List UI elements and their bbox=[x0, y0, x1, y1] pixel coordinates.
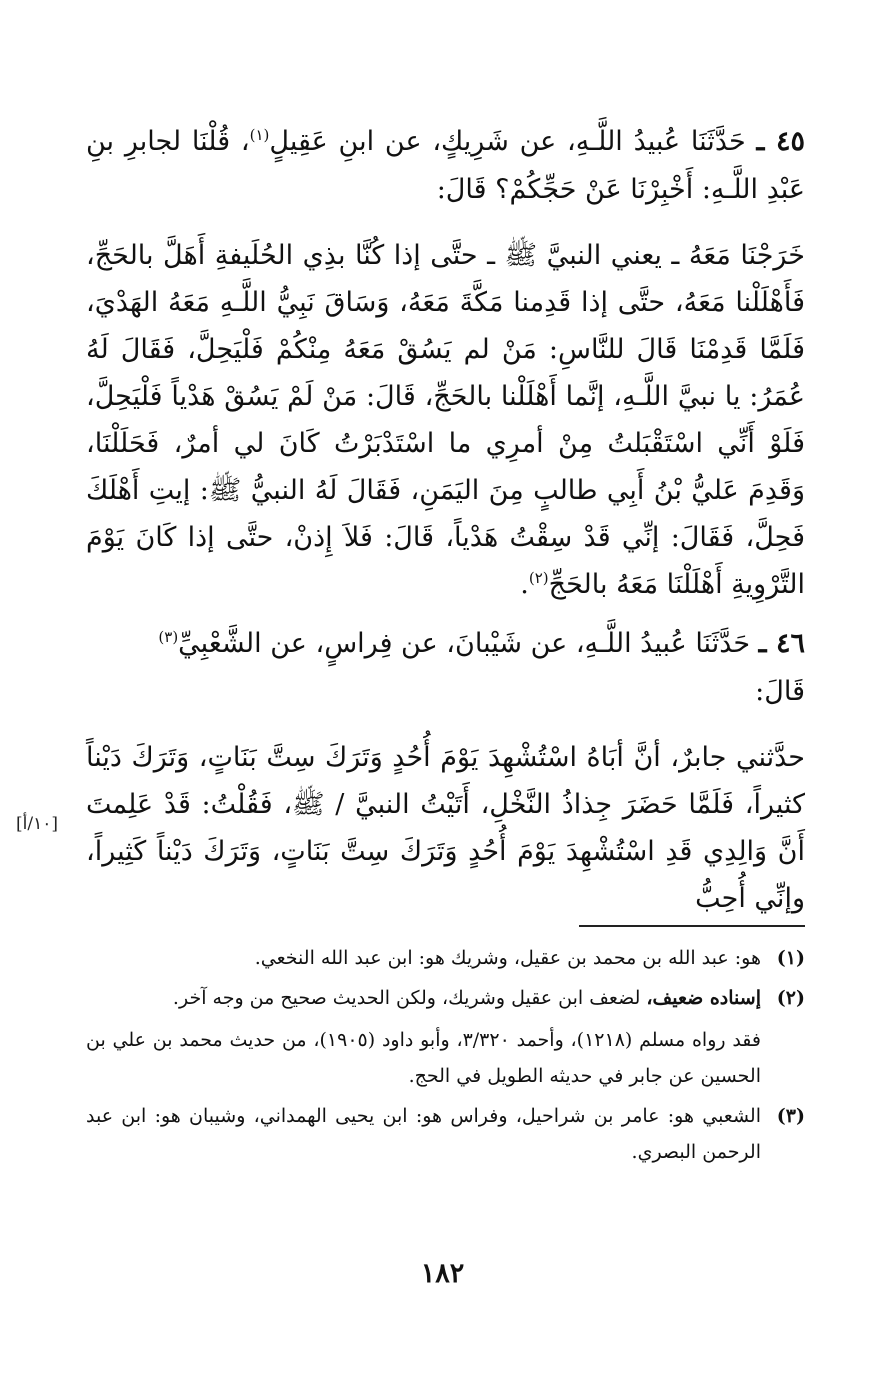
footnote-3 bbox=[86, 1098, 805, 1170]
footnote-1-text: هو: عبد الله بن محمد بن عقيل، وشريك هو: ابن عبد الله النخعي. bbox=[254, 947, 761, 969]
manuscript-folio-marker: [١٠/أ] bbox=[16, 814, 58, 834]
hadith-45-isnad bbox=[86, 118, 805, 214]
footnote-ref-2[interactable]: (٢) bbox=[528, 569, 549, 587]
footnote-2-continuation: فقد رواه مسلم (١٢١٨)، وأحمد ٣/٣٢٠، وأبو داود (١٩٠٥)، من حديث محمد بن علي بن الحسين عن جابر في حديثه الطويل في الحج. bbox=[86, 1029, 761, 1087]
footnote-separator bbox=[579, 925, 805, 927]
page-number: ١٨٢ bbox=[420, 1258, 465, 1289]
hadith-46-number: ٤٦ ـ bbox=[758, 628, 805, 659]
footnote-1 bbox=[86, 940, 805, 976]
hadith-46-isnad-text: حَدَّثَنَا عُبيدُ اللَّـهِ، عن شَيْبانَ، عن فِراسٍ، عن الشَّعْبِيِّ bbox=[178, 628, 751, 659]
hadith-45-matn bbox=[86, 232, 805, 608]
footnote-2 bbox=[86, 980, 805, 1016]
footnotes bbox=[86, 940, 805, 1174]
hadith-46-matn bbox=[86, 734, 805, 922]
hadith-45-number: ٤٥ ـ bbox=[756, 126, 805, 157]
main-text bbox=[86, 118, 805, 934]
hadith-46-matn-text: حدَّثني جابرٌ، أنَّ أبَاهُ اسْتُشْهِدَ يَوْمَ أُحُدٍ وَتَرَكَ سِتَّ بَنَاتٍ، وَتَرَكَ دَيْناً كثيراً، فَلَمَّا حَضَرَ جِذاذُ النَّخْلِ، أَتَيْتُ النبيَّ / ﷺ، فَقُلْتُ: قَدْ عَلِمتَ أَنَّ وَالِدِي قَدِ اسْتُشْهِدَ يَوْمَ أُحُدٍ وَتَرَكَ سِتَّ بَنَاتٍ، وَتَرَكَ دَيْناً كَثِيراً، وإنِّي أُحِبُّ bbox=[86, 742, 805, 914]
footnote-ref-3[interactable]: (٣) bbox=[158, 628, 179, 646]
hadith-46-isnad-end: قَالَ: bbox=[755, 676, 805, 707]
hadith-45-isnad-b: ، قُلْنَا لجابرِ بنِ عَبْدِ اللَّـهِ: أَخْبِرْنَا عَنْ حَجِّكُمْ؟ قَالَ: bbox=[86, 126, 805, 205]
footnote-1-number: (١) bbox=[776, 947, 805, 969]
hadith-45-isnad-a: حَدَّثَنَا عُبيدُ اللَّـهِ، عن شَرِيكٍ، عن ابنِ عَقِيلٍ bbox=[269, 126, 746, 157]
footnote-2-text: لضعف ابن عقيل وشريك، ولكن الحديث صحيح من وجه آخر. bbox=[172, 987, 647, 1009]
hadith-45-matn-text: خَرَجْنَا مَعَهُ ـ يعني النبيَّ ﷺ ـ حتَّى إذا كُنَّا بذِي الحُلَيفةِ أَهَلَّ بالحَجِّ، فَأَهْلَلْنا مَعَهُ، حتَّى إذا قَدِمنا مَكَّةَ مَعَهُ، وَسَاقَ نَبِيُّ اللَّـهِ مَعَهُ الهَدْيَ، فَلَمَّا قَدِمْنَا قَالَ للنَّاسِ: مَنْ لم يَسُقْ مَعَهُ مِنْكُمْ فَلْيَحِلَّ، فَقَالَ لَهُ عُمَرُ: يا نبيَّ اللَّـهِ، إنَّما أَهْلَلْنا بالحَجِّ، قَالَ: مَنْ لَمْ يَسُقْ هَدْياً فَلْيَحِلَّ، فَلَوْ أَنِّي اسْتَقْبَلتُ مِنْ أمرِي ما اسْتَدْبَرْتُ كَانَ لي أمرٌ، فَحَلَلْنَا، وَقَدِمَ عَليُّ بْنُ أَبِي طالبٍ مِنَ اليَمَنِ، فَقَالَ لَهُ النبيُّ ﷺ: إيتِ أَهْلَكَ فَحِلَّ، فَقَالَ: إنِّي قَدْ سِقْتُ هَدْياً، قَالَ: فَلاَ إِذنْ، حتَّى إذا كَانَ يَوْمَ التَّرْوِيةِ أَهْلَلْنَا مَعَهُ بالحَجِّ bbox=[86, 240, 805, 600]
footnote-2-body bbox=[86, 980, 761, 1016]
footnote-2-grading: إسناده ضعيف، bbox=[646, 987, 761, 1009]
footnote-3-number: (٣) bbox=[776, 1105, 805, 1127]
hadith-46-isnad bbox=[86, 620, 805, 716]
footnote-ref-1[interactable]: (١) bbox=[249, 126, 270, 144]
footnote-2-number: (٢) bbox=[776, 987, 805, 1009]
footnote-3-text: الشعبي هو: عامر بن شراحيل، وفراس هو: ابن يحيى الهمداني، وشيبان هو: ابن عبد الرحمن البصري. bbox=[86, 1105, 761, 1163]
hadith-45-matn-end: . bbox=[520, 569, 529, 600]
